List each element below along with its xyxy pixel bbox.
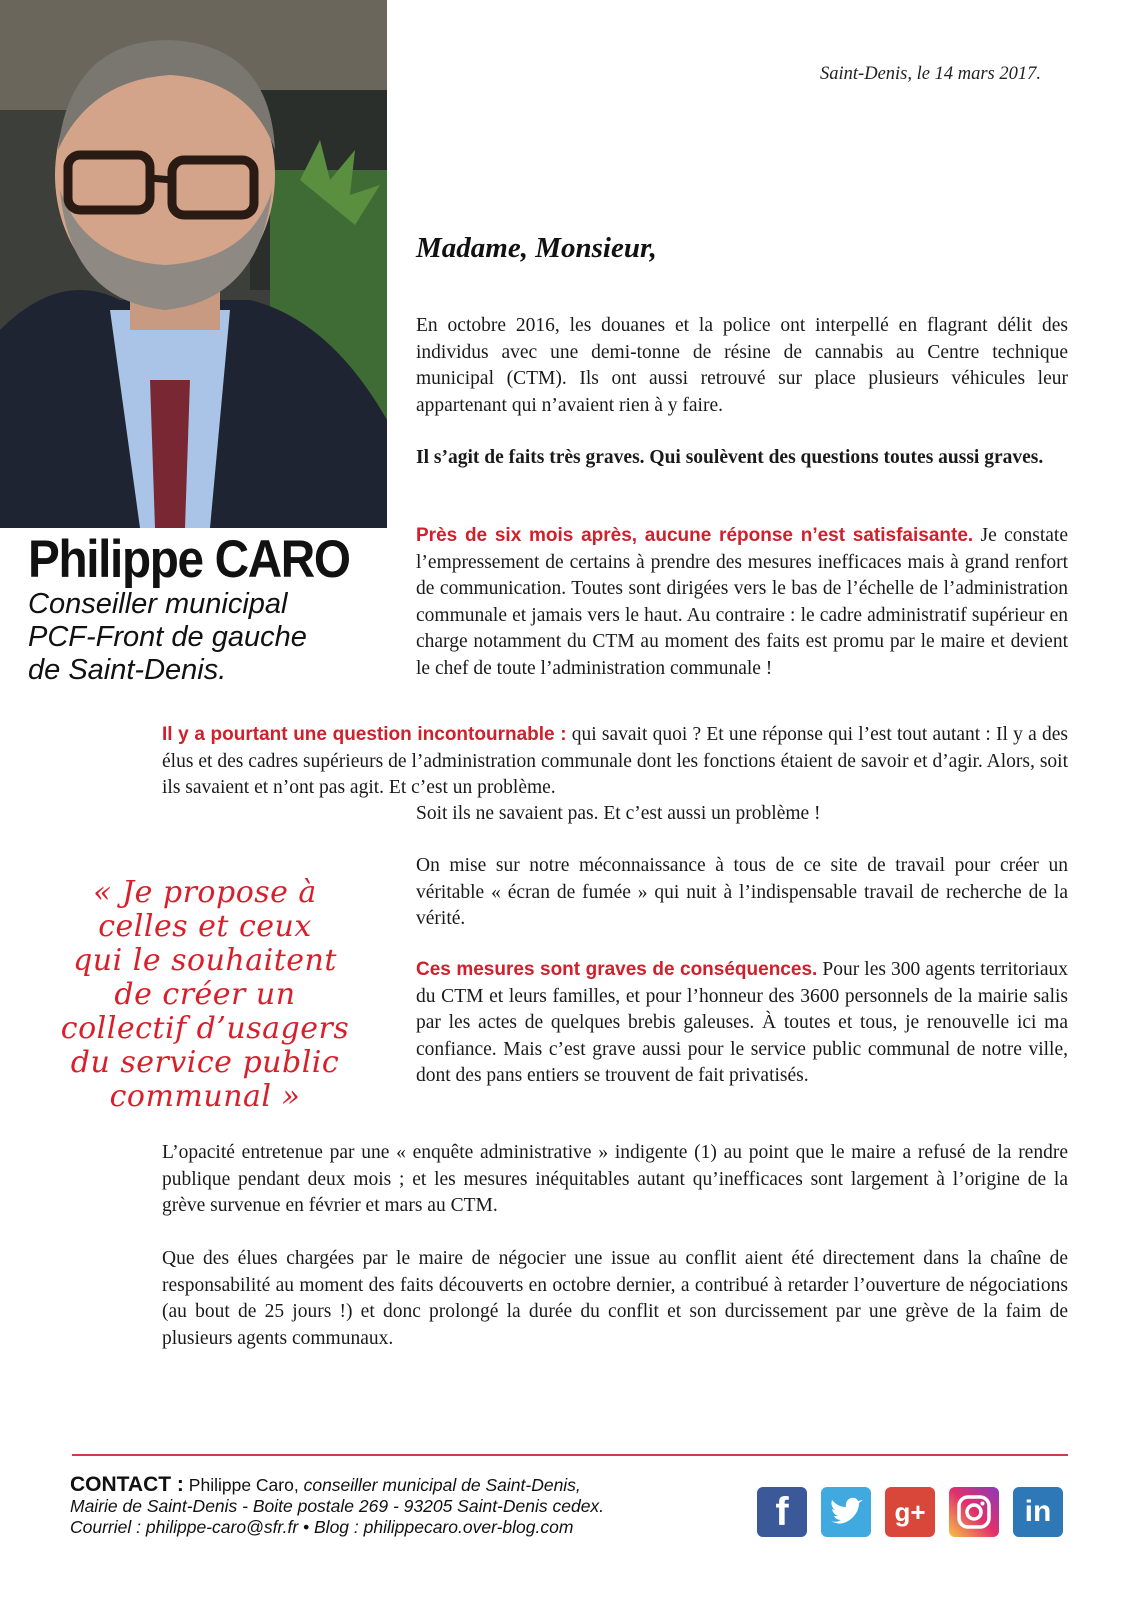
contact-email-blog[interactable]: Courriel : philippe-caro@sfr.fr • Blog : philippecaro.over-blog.com bbox=[70, 1517, 574, 1537]
facebook-icon[interactable]: f bbox=[757, 1487, 807, 1537]
social-links bbox=[757, 1487, 1063, 1537]
pull-quote bbox=[40, 876, 370, 1114]
letter-date: Saint-Denis, le 14 mars 2017. bbox=[820, 64, 1041, 84]
paragraph-6 bbox=[416, 957, 1068, 1090]
paragraph-4-body: qui savait quoi ? Et une réponse qui l’est tout autant : Il y a des élus et des cadres supérieurs de l’administration communale dont les fonctions étaient de savoir et d’agir. Alors, soit ils savaient et n’ont pas agit. Et c’est un problème. bbox=[162, 724, 1068, 798]
paragraph-1: En octobre 2016, les douanes et la police ont interpellé en flagrant délit des individus avec une demi-tonne de résine de cannabis au Centre technique municipal (CTM). Ils ont aussi retrouvé sur place plusieurs véhicules leur appartenant qui n’avaient rien à y faire. bbox=[416, 315, 1068, 416]
paragraph-2: Il s’agit de faits très graves. Qui soulèvent des questions toutes aussi graves. bbox=[416, 447, 1044, 468]
linkedin-icon[interactable]: in bbox=[1013, 1487, 1063, 1537]
paragraph-3-lead: Près de six mois après, aucune réponse n’est satisfaisante. bbox=[416, 525, 974, 546]
pull-quote-line: communal » bbox=[109, 1079, 301, 1114]
author-role-line-3: de Saint-Denis. bbox=[28, 653, 227, 686]
pull-quote-line: collectif d’usagers bbox=[60, 1011, 350, 1046]
author-role-line-1: Conseiller municipal bbox=[28, 587, 288, 620]
pull-quote-line: celles et ceux bbox=[98, 909, 312, 944]
paragraph-4-lead: Il y a pourtant une question incontournable : bbox=[162, 724, 567, 745]
salutation: Madame, Monsieur, bbox=[416, 232, 657, 264]
paragraph-4 bbox=[162, 722, 1068, 802]
paragraph-8: Que des élues chargées par le maire de négocier une issue au conflit aient été directement dans la chaîne de responsabilité au moment des faits découverts en octobre dernier, a contribué à retarder l’ouverture de négociations (au bout de 25 jours !) et donc prolongé la durée du conflit et son durcissement par une grève de la faim de plusieurs agents communaux. bbox=[162, 1248, 1068, 1349]
paragraph-3-body: Je constate l’empressement de certains à prendre des mesures inefficaces mais à grand renfort de communication. Toutes sont dirigées vers le bas de l’échelle de l’administration communale et jamais vers le haut. Au contraire : le cadre administratif supérieur en charge notamment du CTM au moment des faits est promu par le maire et devient le chef de toute l’administration communale ! bbox=[416, 525, 1068, 679]
pull-quote-line: qui le souhaitent bbox=[73, 943, 337, 978]
portrait-photo bbox=[0, 0, 387, 528]
pull-quote-line: « Je propose à bbox=[93, 875, 317, 910]
contact-block bbox=[70, 1474, 710, 1538]
paragraph-5: On mise sur notre méconnaissance à tous de ce site de travail pour créer un véritable « écran de fumée » qui nuit à l’indispensable travail de recherche de la vérité. bbox=[416, 855, 1068, 929]
contact-address: Mairie de Saint-Denis - Boite postale 269 - 93205 Saint-Denis cedex. bbox=[70, 1496, 605, 1516]
instagram-icon[interactable] bbox=[949, 1487, 999, 1537]
contact-line-1 bbox=[70, 1474, 710, 1496]
twitter-icon[interactable] bbox=[821, 1487, 871, 1537]
paragraph-4-end: Soit ils ne savaient pas. Et c’est aussi un problème ! bbox=[416, 803, 821, 824]
contact-role: conseiller municipal de Saint-Denis, bbox=[298, 1475, 581, 1495]
paragraph-6-body: Pour les 300 agents territoriaux du CTM et leurs familles, et pour l’honneur des 3600 personnels de la mairie salis par les actes de quelques brebis galeuses. À toutes et tous, je renouvelle ici ma confiance. Mais c’est grave aussi pour le service public communal de notre ville, dont des pans entiers se trouvent de fait privatisés. bbox=[416, 959, 1069, 1086]
paragraph-7: L’opacité entretenue par une « enquête administrative » indigente (1) au point que le maire a refusé de la rendre publique pendant deux mois ; et les mesures inéquitables autant qu’inefficaces sont largement à l’origine de la grève survenue en février et mars au CTM. bbox=[162, 1142, 1068, 1216]
contact-label: CONTACT : bbox=[70, 1473, 184, 1496]
paragraph-3 bbox=[416, 523, 1068, 682]
pull-quote-line: du service public bbox=[70, 1045, 340, 1080]
paragraph-6-lead: Ces mesures sont graves de conséquences. bbox=[416, 959, 818, 980]
author-name: Philippe CARO bbox=[28, 530, 350, 589]
author-block bbox=[28, 532, 388, 687]
author-role-line-2: PCF-Front de gauche bbox=[28, 620, 307, 653]
pull-quote-line: de créer un bbox=[114, 977, 296, 1012]
google-plus-icon[interactable]: g+ bbox=[885, 1487, 935, 1537]
footer-divider bbox=[72, 1454, 1068, 1456]
contact-name: Philippe Caro, bbox=[183, 1475, 299, 1495]
